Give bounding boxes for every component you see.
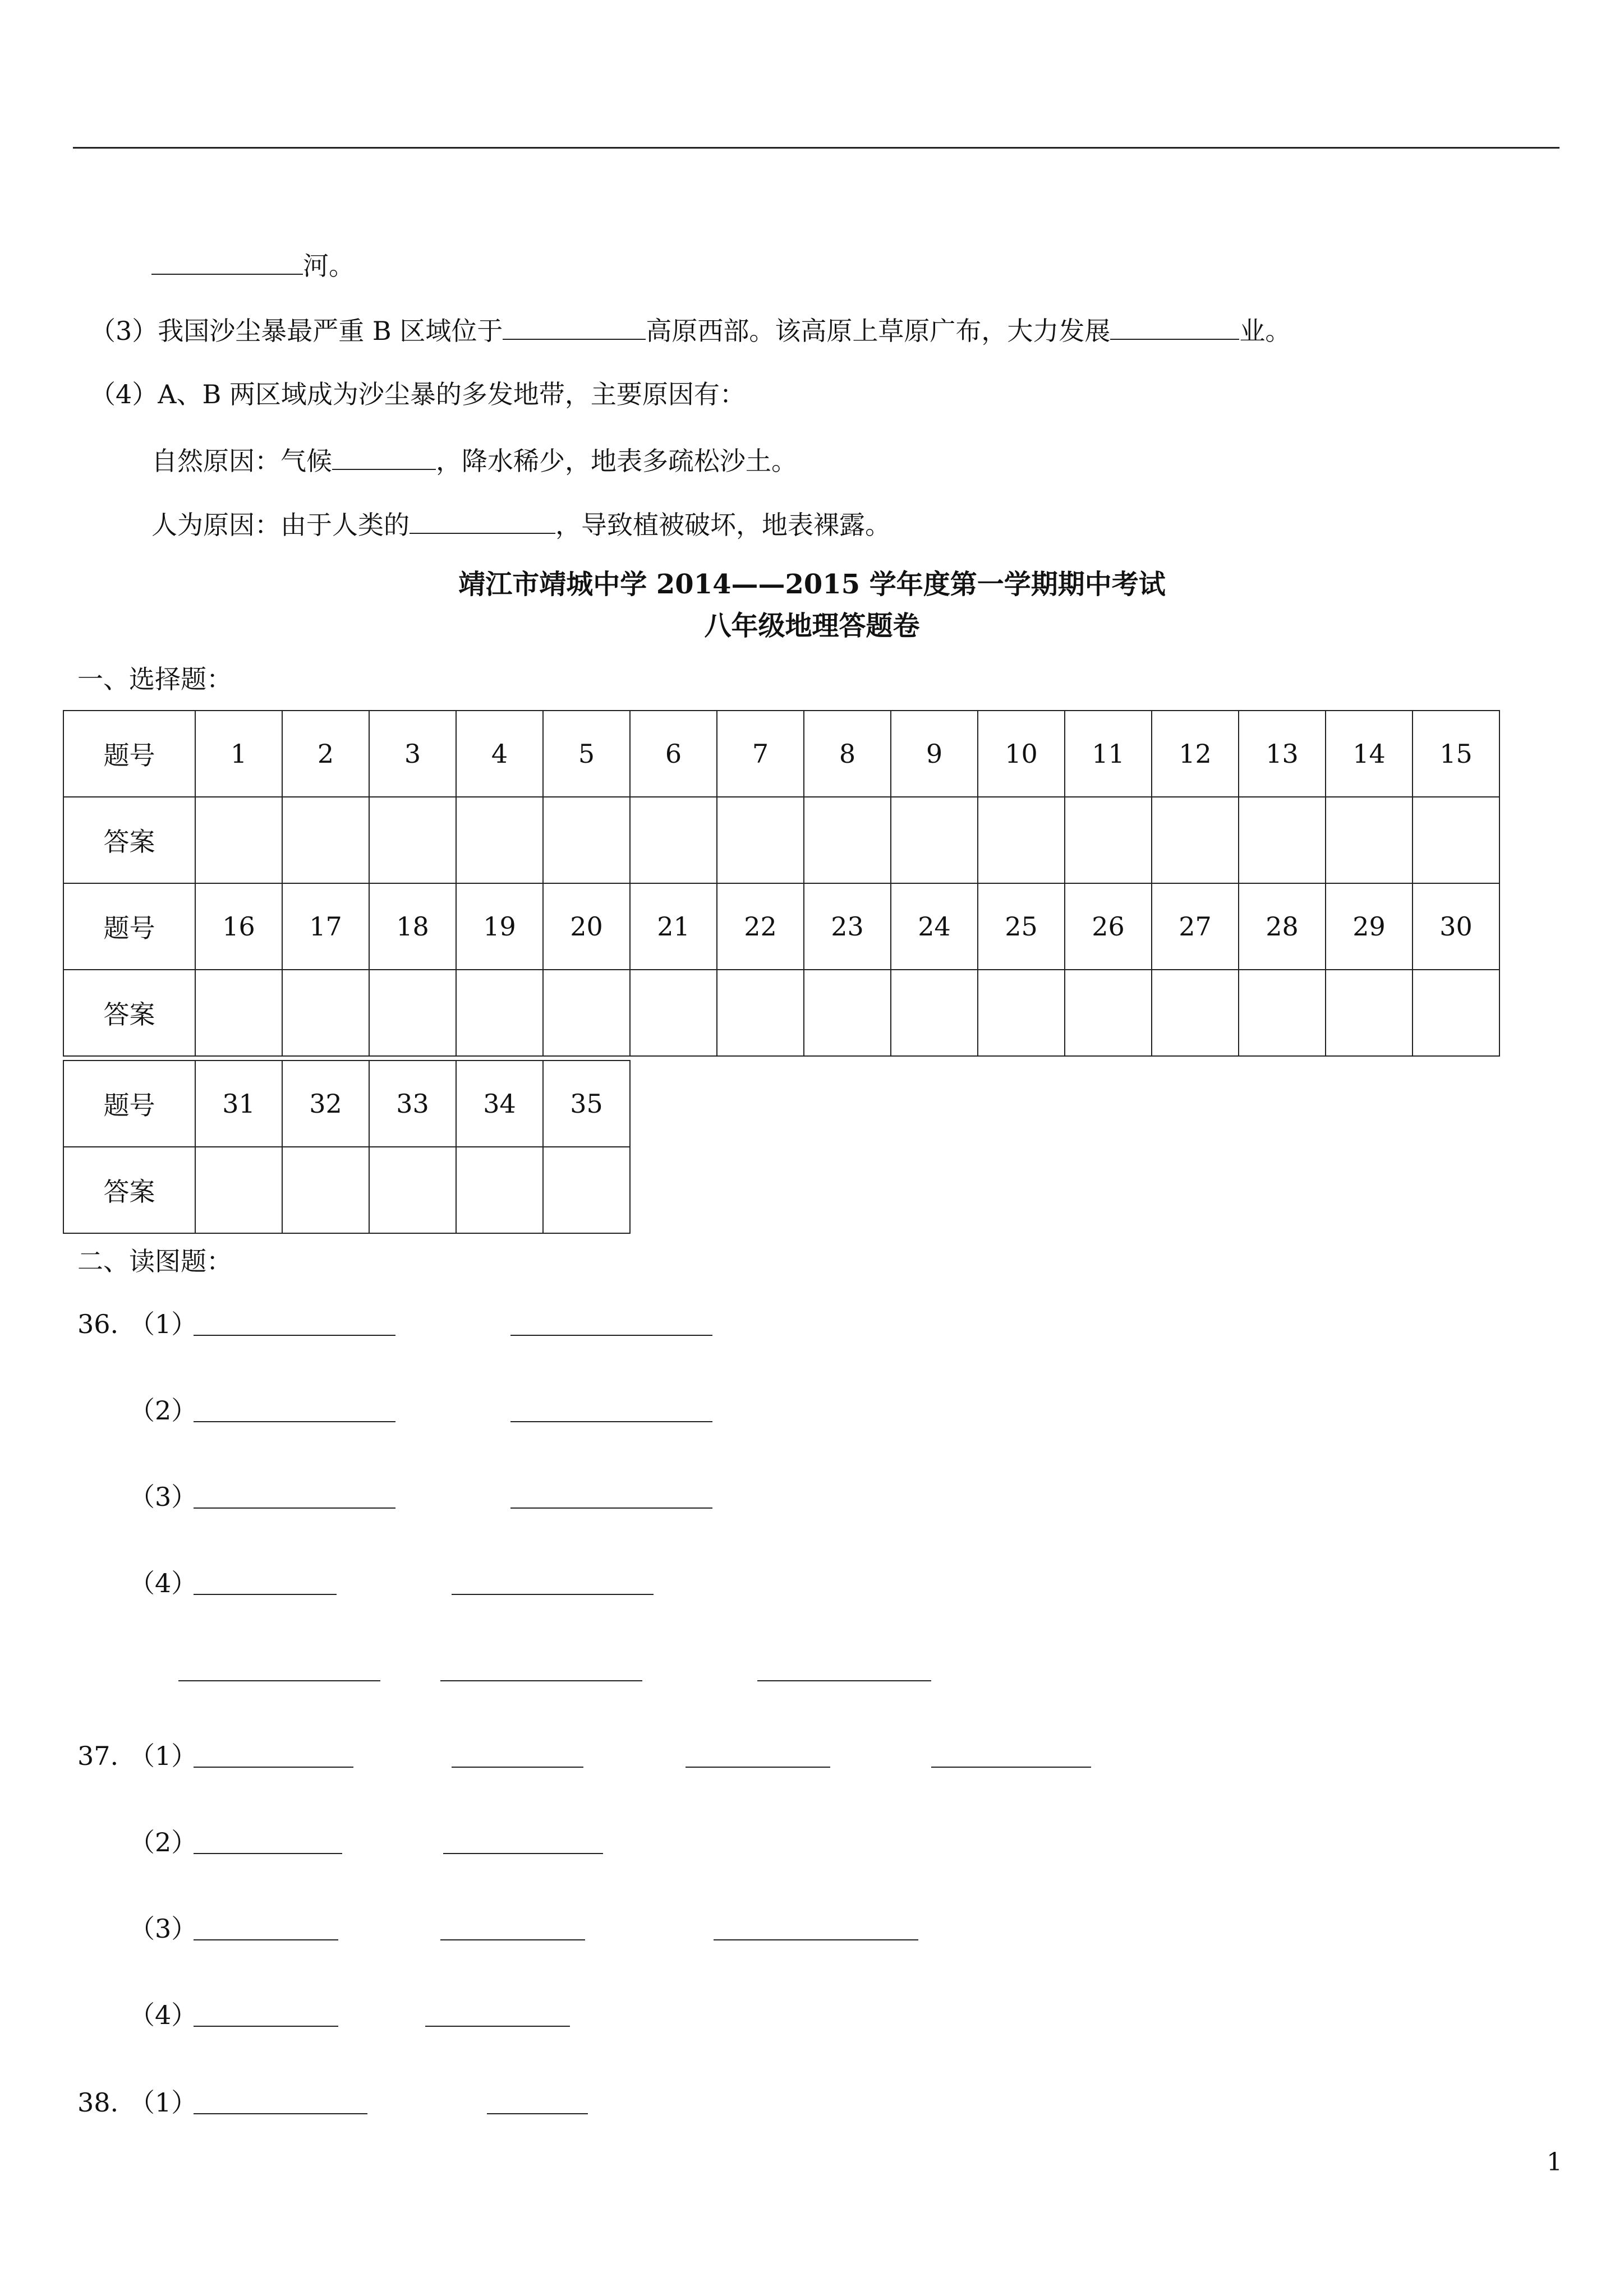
row-label: 答案 [63, 1147, 195, 1233]
answer-line[interactable] [194, 1594, 337, 1595]
answer-cell[interactable] [1413, 797, 1499, 883]
answer-grid-short [63, 1060, 631, 1234]
header-rule [73, 147, 1559, 149]
table-row [63, 1147, 630, 1233]
table-row [63, 711, 1499, 797]
answer-cell[interactable] [1065, 797, 1152, 883]
question-number: 5 [543, 711, 630, 797]
answer-line[interactable] [440, 1680, 642, 1681]
row-label: 题号 [63, 711, 195, 797]
answer-line[interactable] [178, 1680, 380, 1681]
question-number: 9 [891, 711, 978, 797]
question-number: 26 [1065, 883, 1152, 970]
question-37-part-2: （2） [129, 1827, 197, 1857]
answer-cell[interactable] [543, 797, 630, 883]
answer-cell[interactable] [195, 1147, 282, 1233]
answer-line[interactable] [194, 1939, 338, 1940]
sheet-title: 靖江市靖城中学 2014——2015 学年度第一学期期中考试 [458, 569, 1166, 600]
question-number: 2 [282, 711, 369, 797]
answer-cell[interactable] [1152, 970, 1239, 1056]
question-number: 31 [195, 1061, 282, 1147]
answer-cell[interactable] [630, 797, 717, 883]
answer-cell[interactable] [717, 797, 804, 883]
question-2-tail: 河。 [151, 252, 355, 279]
question-38-number: 38. [77, 2087, 119, 2118]
question-number: 22 [717, 883, 804, 970]
answer-blank[interactable] [503, 317, 646, 340]
question-number: 15 [1413, 711, 1499, 797]
answer-line[interactable] [510, 1507, 712, 1509]
question-number: 3 [369, 711, 456, 797]
answer-line[interactable] [510, 1335, 712, 1336]
answer-line[interactable] [714, 1939, 918, 1940]
question-number: 10 [978, 711, 1065, 797]
answer-grid [63, 710, 1500, 1057]
question-number: 16 [195, 883, 282, 970]
answer-cell[interactable] [630, 970, 717, 1056]
human-cause: 人为原因：由于人类的 ，导致植被破坏，地表裸露。 [151, 510, 891, 540]
question-number: 33 [369, 1061, 456, 1147]
answer-line[interactable] [194, 1507, 395, 1509]
question-number: 13 [1239, 711, 1326, 797]
question-4: （4）A、B 两区域成为沙尘暴的多发地带，主要原因有： [90, 379, 746, 409]
question-number: 35 [543, 1061, 630, 1147]
answer-blank[interactable] [332, 448, 436, 470]
question-36-number: 36. [77, 1309, 119, 1339]
answer-line[interactable] [443, 1853, 603, 1854]
table-row [63, 1061, 630, 1147]
row-label: 题号 [63, 1061, 195, 1147]
question-number: 24 [891, 883, 978, 970]
answer-line[interactable] [194, 1767, 353, 1768]
answer-blank[interactable] [410, 511, 555, 534]
answer-cell[interactable] [195, 970, 282, 1056]
question-37-part-1: （1） [129, 1741, 197, 1771]
answer-line[interactable] [452, 1767, 583, 1768]
answer-cell[interactable] [543, 1147, 630, 1233]
answer-cell[interactable] [891, 970, 978, 1056]
section-1-heading: 一、选择题： [77, 664, 232, 694]
question-number: 4 [456, 711, 543, 797]
answer-cell[interactable] [195, 797, 282, 883]
question-number: 20 [543, 883, 630, 970]
question-number: 6 [630, 711, 717, 797]
answer-cell[interactable] [456, 797, 543, 883]
question-number: 28 [1239, 883, 1326, 970]
answer-line[interactable] [194, 2026, 338, 2027]
question-number: 18 [369, 883, 456, 970]
question-number: 14 [1326, 711, 1413, 797]
answer-cell[interactable] [1326, 797, 1413, 883]
answer-cell[interactable] [543, 970, 630, 1056]
answer-line[interactable] [194, 2113, 367, 2114]
sheet-subtitle: 八年级地理答题卷 [704, 610, 920, 642]
question-number: 23 [804, 883, 891, 970]
answer-line[interactable] [425, 2026, 570, 2027]
question-number: 32 [282, 1061, 369, 1147]
answer-cell[interactable] [804, 797, 891, 883]
question-36-part-2: （2） [129, 1395, 197, 1426]
answer-line[interactable] [510, 1421, 712, 1422]
answer-cell[interactable] [717, 970, 804, 1056]
table-row [63, 797, 1499, 883]
answer-cell[interactable] [1413, 970, 1499, 1056]
answer-cell[interactable] [282, 1147, 369, 1233]
answer-line[interactable] [452, 1594, 654, 1595]
row-label: 答案 [63, 970, 195, 1056]
question-number: 12 [1152, 711, 1239, 797]
answer-cell[interactable] [369, 797, 456, 883]
question-number: 19 [456, 883, 543, 970]
answer-line[interactable] [194, 1421, 395, 1422]
question-number: 8 [804, 711, 891, 797]
question-number: 34 [456, 1061, 543, 1147]
question-number: 7 [717, 711, 804, 797]
section-2-heading: 二、读图题： [77, 1246, 232, 1276]
answer-cell[interactable] [456, 970, 543, 1056]
answer-line[interactable] [194, 1335, 395, 1336]
answer-cell[interactable] [1152, 797, 1239, 883]
answer-cell[interactable] [978, 797, 1065, 883]
answer-cell[interactable] [1326, 970, 1413, 1056]
answer-line[interactable] [757, 1680, 931, 1681]
answer-cell[interactable] [282, 797, 369, 883]
question-number: 29 [1326, 883, 1413, 970]
row-label: 题号 [63, 883, 195, 970]
question-number: 17 [282, 883, 369, 970]
question-37-part-3: （3） [129, 1914, 197, 1944]
answer-cell[interactable] [978, 970, 1065, 1056]
answer-cell[interactable] [456, 1147, 543, 1233]
answer-blank[interactable] [151, 252, 303, 275]
question-number: 1 [195, 711, 282, 797]
answer-line[interactable] [440, 1939, 585, 1940]
row-label: 答案 [63, 797, 195, 883]
question-number: 27 [1152, 883, 1239, 970]
question-number: 30 [1413, 883, 1499, 970]
question-number: 25 [978, 883, 1065, 970]
question-36-part-4: （4） [129, 1568, 197, 1598]
question-36-part-1: （1） [129, 1309, 197, 1339]
natural-cause: 自然原因：气候 ，降水稀少，地表多疏松沙土。 [151, 446, 797, 476]
page-number: 1 [1547, 2148, 1562, 2177]
answer-cell[interactable] [282, 970, 369, 1056]
answer-line[interactable] [194, 1853, 342, 1854]
question-37-part-4: （4） [129, 2000, 197, 2030]
answer-cell[interactable] [804, 970, 891, 1056]
question-38-part-1: （1） [129, 2087, 197, 2118]
answer-line[interactable] [686, 1767, 830, 1768]
answer-cell[interactable] [1239, 970, 1326, 1056]
question-37-number: 37. [77, 1741, 119, 1771]
answer-cell[interactable] [1065, 970, 1152, 1056]
question-number: 21 [630, 883, 717, 970]
answer-cell[interactable] [369, 1147, 456, 1233]
question-36-part-3: （3） [129, 1482, 197, 1512]
answer-line[interactable] [931, 1767, 1091, 1768]
answer-cell[interactable] [1239, 797, 1326, 883]
table-row [63, 883, 1499, 970]
answer-line[interactable] [487, 2113, 588, 2114]
question-number: 11 [1065, 711, 1152, 797]
answer-cell[interactable] [891, 797, 978, 883]
answer-cell[interactable] [369, 970, 456, 1056]
table-row [63, 970, 1499, 1056]
answer-blank[interactable] [1110, 317, 1239, 340]
question-3: （3）我国沙尘暴最严重 B 区域位于 高原西部。该高原上草原广布，大力发展 业。 [90, 316, 1291, 346]
